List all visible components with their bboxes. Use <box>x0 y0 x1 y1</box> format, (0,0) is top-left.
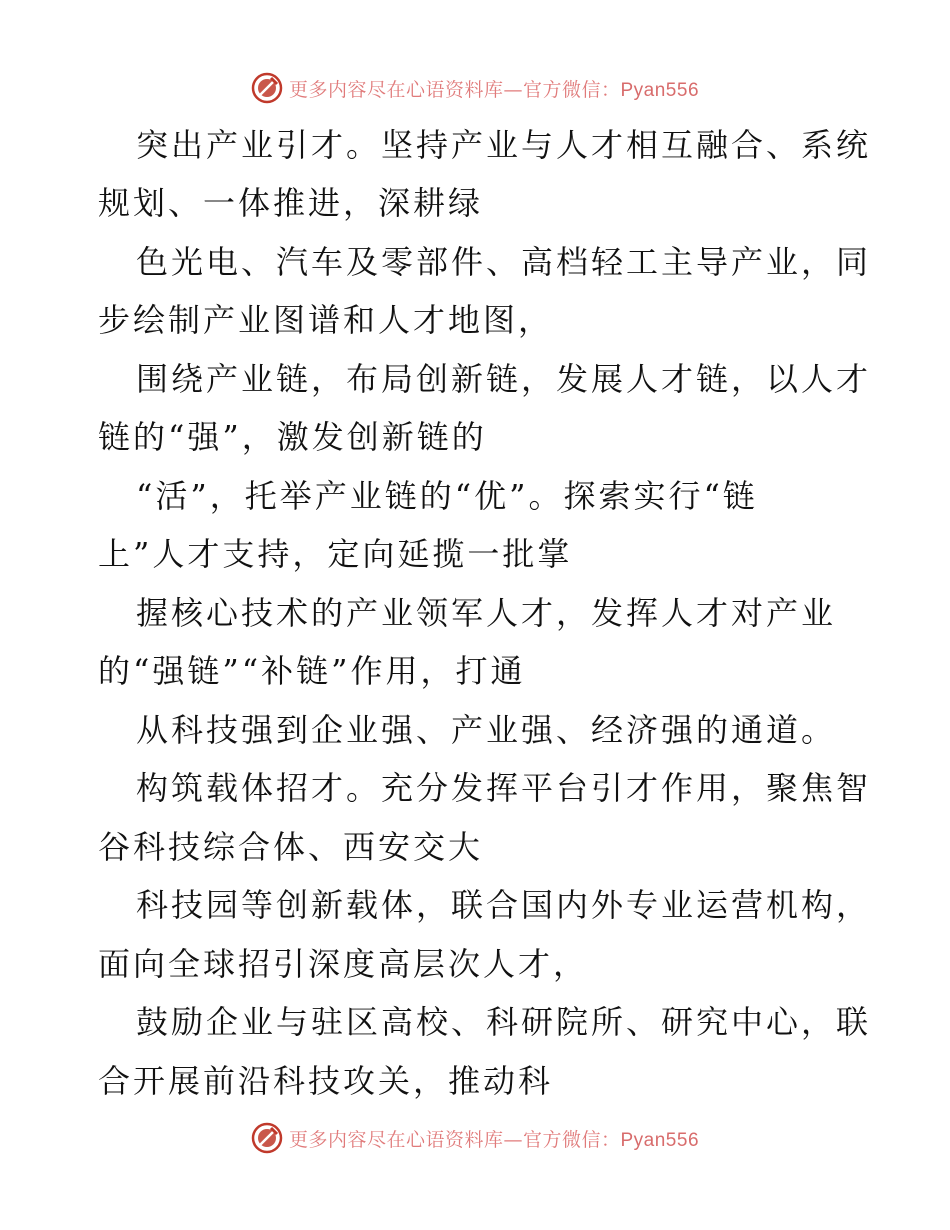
quill-seal-icon <box>251 1122 283 1154</box>
text-line: “活”，托举产业链的“优”。探索实行“链 <box>136 477 758 515</box>
text-line: 构筑载体招才。充分发挥平台引才作用，聚焦智 <box>136 769 872 807</box>
text-line: 面向全球招引深度高层次人才， <box>98 945 589 983</box>
text-line: 握核心技术的产业领军人才，发挥人才对产业 <box>136 594 837 632</box>
text-line: 色光电、汽车及零部件、高档轻工主导产业，同 <box>136 243 872 281</box>
footer-watermark <box>0 1122 950 1154</box>
text-line: 围绕产业链，布局创新链，发展人才链，以人才 <box>136 360 872 398</box>
text-line: 链的“强”，激发创新链的 <box>98 418 487 456</box>
text-line: 突出产业引才。坚持产业与人才相互融合、系统 <box>136 126 872 164</box>
text-line: 科技园等创新载体，联合国内外专业运营机构， <box>136 886 872 924</box>
watermark-text: 更多内容尽在心语资料库—官方微信： <box>288 1128 621 1151</box>
quill-seal-icon <box>251 72 283 104</box>
text-line: 从科技强到企业强、产业强、经济强的通道。 <box>136 711 837 749</box>
watermark-wechat-id: Pyan556 <box>620 1129 700 1151</box>
text-line: 鼓励企业与驻区高校、科研院所、研究中心，联 <box>136 1003 872 1041</box>
text-line: 的“强链”“补链”作用，打通 <box>98 652 526 690</box>
header-watermark <box>0 72 950 104</box>
watermark-text: 更多内容尽在心语资料库—官方微信： <box>288 78 621 101</box>
text-line: 合开展前沿科技攻关，推动科 <box>98 1062 554 1100</box>
text-line: 步绘制产业图谱和人才地图， <box>98 301 554 339</box>
watermark-wechat-id: Pyan556 <box>620 79 700 101</box>
text-line: 规划、一体推进，深耕绿 <box>98 184 484 222</box>
text-line: 谷科技综合体、西安交大 <box>98 828 484 866</box>
text-line: 上”人才支持，定向延揽一批掌 <box>98 535 573 573</box>
